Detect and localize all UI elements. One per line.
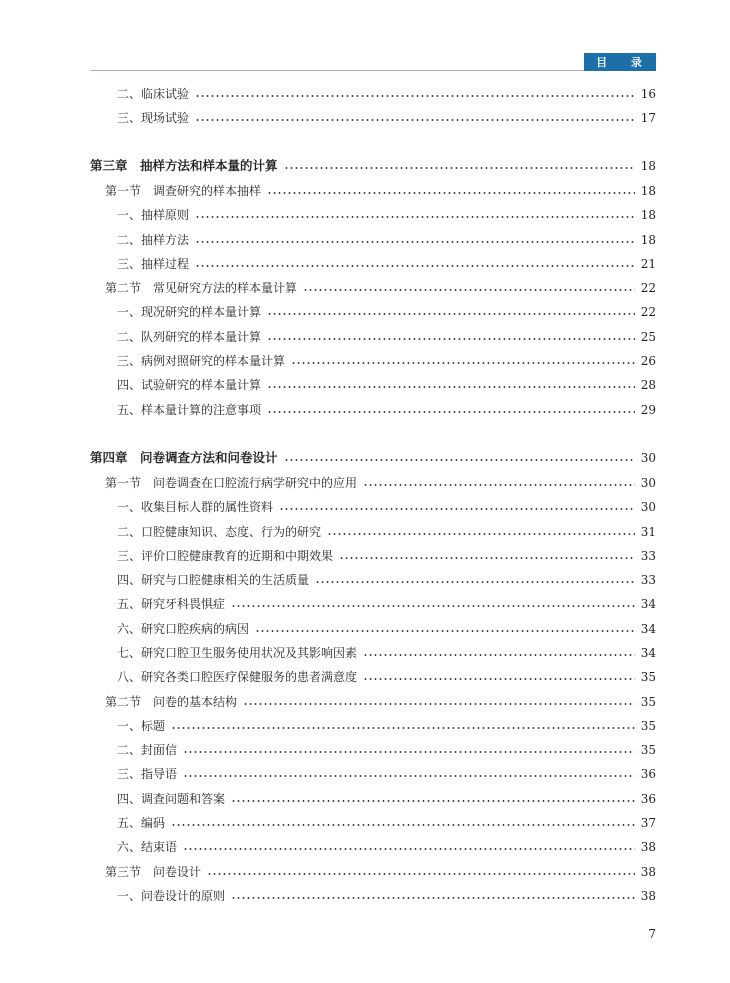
toc-entry-title: 第三节 问卷设计 [105, 865, 202, 879]
toc-entry-page: 28 [640, 378, 656, 392]
toc-entry-title: 二、封面信 [117, 743, 178, 757]
dot-leader [231, 605, 635, 607]
toc-entry-title: 五、研究牙科畏惧症 [117, 597, 226, 611]
toc-entry-page: 18 [640, 159, 656, 173]
toc-entry-page: 38 [640, 840, 656, 854]
toc-entry-page: 36 [640, 767, 656, 781]
toc-entry-page: 18 [640, 233, 656, 247]
toc-entry-title: 一、现况研究的样本量计算 [117, 305, 262, 319]
dot-leader [255, 630, 635, 632]
dot-leader [195, 241, 635, 243]
dot-leader [363, 654, 635, 656]
toc-entry-title: 三、现场试验 [117, 111, 190, 125]
toc-item-entry[interactable] [90, 327, 656, 347]
toc-entry-title: 三、病例对照研究的样本量计算 [117, 354, 286, 368]
toc-entry-title: 三、评价口腔健康教育的近期和中期效果 [117, 549, 334, 563]
dot-leader [267, 386, 635, 388]
toc-item-entry[interactable] [90, 764, 656, 784]
toc-item-entry[interactable] [90, 375, 656, 395]
toc-entry-title: 二、临床试验 [117, 87, 190, 101]
toc-entry-page: 34 [640, 622, 656, 636]
toc-entry-title: 第一节 问卷调查在口腔流行病学研究中的应用 [105, 476, 358, 490]
dot-leader [363, 678, 635, 680]
toc-item-entry[interactable] [90, 254, 656, 274]
toc-entry-page: 22 [640, 305, 656, 319]
toc-entry-title: 七、研究口腔卫生服务使用状况及其影响因素 [117, 646, 358, 660]
dot-leader [267, 192, 635, 194]
toc-entry-page: 21 [640, 257, 656, 271]
toc-entry-page: 16 [640, 87, 656, 101]
dot-leader [267, 411, 635, 413]
toc-entry-title: 八、研究各类口腔医疗保健服务的患者满意度 [117, 670, 358, 684]
dot-leader [284, 167, 635, 169]
toc-item-entry[interactable] [90, 837, 656, 857]
toc-entry-page: 25 [640, 330, 656, 344]
toc-item-entry[interactable] [90, 522, 656, 542]
dot-leader [315, 581, 635, 583]
toc-section-entry[interactable] [90, 278, 656, 298]
dot-leader [183, 848, 635, 850]
toc-entry-page: 35 [640, 695, 656, 709]
toc-item-entry[interactable] [90, 497, 656, 517]
toc-chapter-entry[interactable] [90, 156, 656, 176]
toc-item-entry[interactable] [90, 400, 656, 420]
toc-entry-title: 第二节 常见研究方法的样本量计算 [105, 281, 298, 295]
toc-entry-title: 一、标题 [117, 719, 166, 733]
toc-entry-page: 30 [640, 500, 656, 514]
toc-entry-page: 18 [640, 208, 656, 222]
toc-item-entry[interactable] [90, 667, 656, 687]
dot-leader [171, 824, 635, 826]
dot-leader [231, 897, 635, 899]
toc-item-entry[interactable] [90, 108, 656, 128]
dot-leader [195, 265, 635, 267]
dot-leader [339, 557, 635, 559]
header-rule [90, 70, 656, 71]
toc-entry-page: 35 [640, 719, 656, 733]
toc-entry-title: 第三章 抽样方法和样本量的计算 [90, 158, 278, 173]
dot-leader [327, 533, 635, 535]
toc-section-entry[interactable] [90, 862, 656, 882]
toc-entry-title: 五、样本量计算的注意事项 [117, 403, 262, 417]
toc-entry-page: 34 [640, 597, 656, 611]
toc-entry-page: 33 [640, 573, 656, 587]
toc-entry-page: 36 [640, 792, 656, 806]
toc-item-entry[interactable] [90, 594, 656, 614]
toc-item-entry[interactable] [90, 740, 656, 760]
toc-item-entry[interactable] [90, 619, 656, 639]
dot-leader [231, 800, 635, 802]
toc-entry-title: 五、编码 [117, 816, 166, 830]
toc-item-entry[interactable] [90, 205, 656, 225]
dot-leader [363, 484, 635, 486]
toc-entry-title: 二、口腔健康知识、态度、行为的研究 [117, 525, 322, 539]
toc-entry-title: 一、问卷设计的原则 [117, 889, 226, 903]
toc-item-entry[interactable] [90, 813, 656, 833]
toc-item-entry[interactable] [90, 546, 656, 566]
toc-item-entry[interactable] [90, 789, 656, 809]
toc-entry-title: 一、收集目标人群的属性资料 [117, 500, 274, 514]
toc-entry-page: 30 [640, 476, 656, 490]
toc-entry-title: 三、抽样过程 [117, 257, 190, 271]
toc-entry-title: 四、试验研究的样本量计算 [117, 378, 262, 392]
toc-entry-title: 第一节 调查研究的样本抽样 [105, 184, 262, 198]
toc-entry-page: 18 [640, 184, 656, 198]
toc-item-entry[interactable] [90, 230, 656, 250]
dot-leader [243, 703, 635, 705]
dot-leader [195, 119, 635, 121]
dot-leader [284, 459, 635, 461]
toc-entry-page: 33 [640, 549, 656, 563]
toc-entry-title: 六、结束语 [117, 840, 178, 854]
toc-entry-page: 22 [640, 281, 656, 295]
toc-item-entry[interactable] [90, 84, 656, 104]
dot-leader [183, 775, 635, 777]
toc-entry-page: 31 [640, 525, 656, 539]
toc-entry-page: 30 [640, 451, 656, 465]
dot-leader [267, 313, 635, 315]
page-number: 7 [648, 927, 656, 941]
toc-entry-page: 29 [640, 403, 656, 417]
toc-item-entry[interactable] [90, 643, 656, 663]
toc-entry-page: 34 [640, 646, 656, 660]
toc-entry-page: 37 [640, 816, 656, 830]
toc-entry-page: 35 [640, 743, 656, 757]
toc-entry-title: 第二节 问卷的基本结构 [105, 695, 238, 709]
toc-entry-title: 六、研究口腔疾病的病因 [117, 622, 250, 636]
toc-header-tab: 目 录 [584, 53, 656, 71]
toc-entry-title: 四、研究与口腔健康相关的生活质量 [117, 573, 310, 587]
toc-entry-page: 38 [640, 889, 656, 903]
toc-entry-title: 三、指导语 [117, 767, 178, 781]
toc-section-entry[interactable] [90, 181, 656, 201]
toc-entry-title: 一、抽样原则 [117, 208, 190, 222]
toc-section-entry[interactable] [90, 473, 656, 493]
dot-leader [207, 873, 635, 875]
toc-item-entry[interactable] [90, 570, 656, 590]
toc-section-entry[interactable] [90, 692, 656, 712]
toc-item-entry[interactable] [90, 716, 656, 736]
dot-leader [195, 95, 635, 97]
toc-entry-page: 26 [640, 354, 656, 368]
toc-entry-title: 二、抽样方法 [117, 233, 190, 247]
dot-leader [171, 727, 635, 729]
dot-leader [195, 216, 635, 218]
toc-entry-title: 四、调查问题和答案 [117, 792, 226, 806]
toc-item-entry[interactable] [90, 351, 656, 371]
toc-entry-page: 17 [640, 111, 656, 125]
toc-entry-page: 35 [640, 670, 656, 684]
dot-leader [267, 338, 635, 340]
toc-item-entry[interactable] [90, 886, 656, 906]
dot-leader [279, 508, 635, 510]
toc-entry-title: 二、队列研究的样本量计算 [117, 330, 262, 344]
dot-leader [291, 362, 635, 364]
toc-chapter-entry[interactable] [90, 448, 656, 468]
dot-leader [183, 751, 635, 753]
toc-item-entry[interactable] [90, 302, 656, 322]
toc-entry-page: 38 [640, 865, 656, 879]
toc-entry-title: 第四章 问卷调查方法和问卷设计 [90, 450, 278, 465]
dot-leader [303, 289, 635, 291]
